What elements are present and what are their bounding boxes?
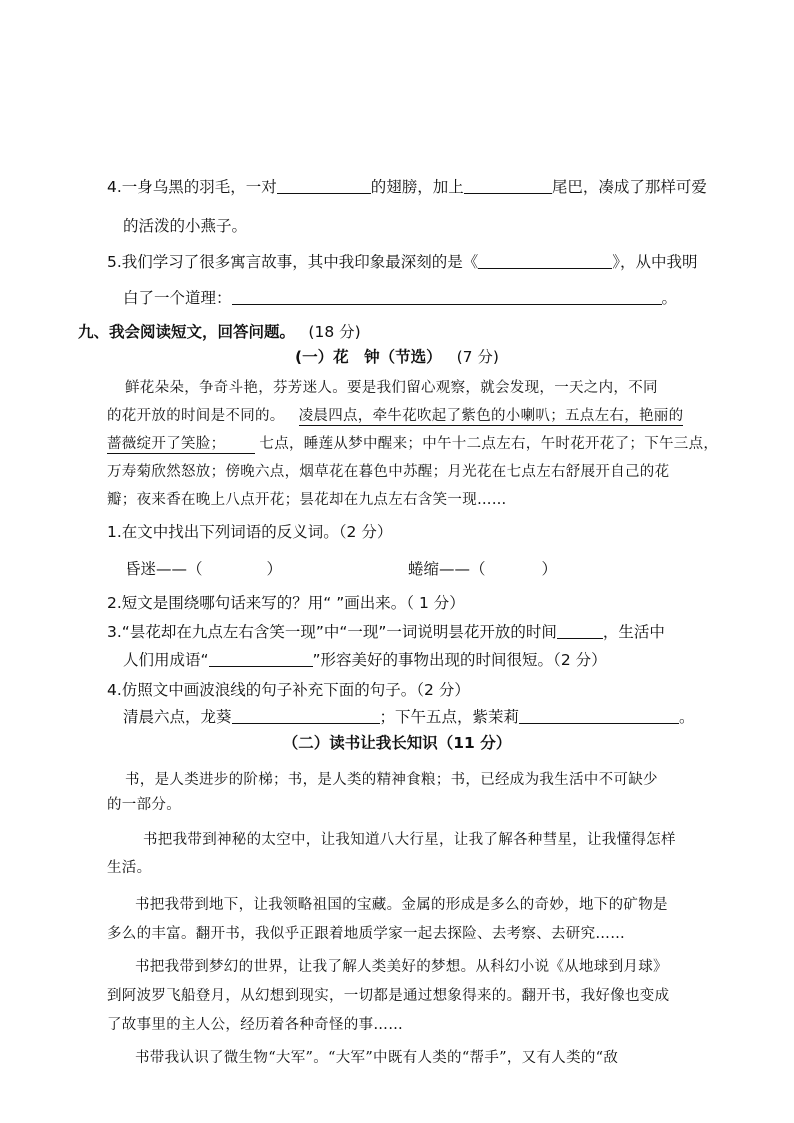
part-1-question-3-line-2 <box>123 650 607 670</box>
antonym-2-word: 蜷缩——（ <box>408 560 486 578</box>
antonym-1-close: ） <box>266 560 283 578</box>
q5-blank-2[interactable] <box>232 289 662 305</box>
part-1-question-3 <box>107 622 665 642</box>
part2-p2-line-2: 生活。 <box>107 860 152 876</box>
q4b-line2c: 。 <box>679 708 695 726</box>
wavy-underlined-sentence-part-2: 蔷薇绽开了笑脸； <box>107 436 255 454</box>
section-9-heading <box>78 322 361 342</box>
q4-suffix: 尾巴，凑成了那样可爱 <box>551 178 707 196</box>
part2-p4-line-3: 了故事里的主人公，经历着各种奇怪的事…… <box>107 1017 403 1033</box>
passage-line-2a: 的花开放的时间是不同的。 <box>107 408 285 424</box>
passage-line-4: 万寿菊欣然怒放；傍晚六点，烟草花在暮色中苏醒；月光花在七点左右舒展开自己的花 <box>107 464 670 480</box>
part2-p1-line-1: 书，是人类进步的阶梯；书，是人类的精神食粮；书，已经成为我生活中不可缺少 <box>125 772 658 788</box>
q3-blank-1[interactable] <box>557 623 603 639</box>
part-1-question-2: 2.短文是围绕哪句话来写的？用“ ”画出来。（ 1 分） <box>107 594 465 612</box>
fill-question-4 <box>107 177 707 197</box>
fill-question-5 <box>107 252 698 272</box>
q4b-line2b: ；下午五点，紫茉莉 <box>379 708 520 726</box>
passage-line-5: 瓣；夜来香在晚上八点开花；昙花却在九点左右含笑一现…… <box>107 492 507 508</box>
part2-p1-line-2: 的一部分。 <box>107 797 181 813</box>
wavy-underlined-sentence-part-1: 凌晨四点，牵牛花吹起了紫色的小喇叭；五点左右，艳丽的 <box>298 408 684 424</box>
passage-line-3b: 七点，睡莲从梦中醒来；中午十二点左右，午时花开花了；下午三点， <box>259 436 719 452</box>
part-1-title: (一）花 钟（节选） <box>295 348 442 366</box>
q4-prefix: 4.一身乌黑的羽毛，一对 <box>107 178 277 196</box>
q4b-blank-1[interactable] <box>232 708 380 724</box>
q5-line-2 <box>123 288 677 308</box>
passage-line-3 <box>107 434 718 454</box>
q3-line1b: ，生活中 <box>602 623 665 641</box>
part2-p3-line-1: 书把我带到地下，让我领略祖国的宝藏。金属的形成是多么的奇妙，地下的矿物是 <box>135 897 668 913</box>
antonym-2-close: ） <box>541 560 558 578</box>
antonym-1-word: 昏迷——（ <box>125 560 203 578</box>
part2-p4-line-2: 到阿波罗飞船登月，从幻想到现实，一切都是通过想象得来的。翻开书，我好像也变成 <box>107 988 670 1004</box>
q4b-blank-2[interactable] <box>519 708 679 724</box>
q5-prefix: 5.我们学习了很多寓言故事，其中我印象最深刻的是《 <box>107 253 479 271</box>
part-1-question-4-line-2 <box>123 707 695 727</box>
passage-line-2 <box>107 406 683 426</box>
q5-line2-suffix: 。 <box>661 289 678 307</box>
q3-line2b: ”形容美好的事物出现的时间很短。（2 分） <box>312 651 607 669</box>
antonym-item-1 <box>125 559 282 579</box>
q4-blank-2[interactable] <box>464 178 552 194</box>
part-2-title: （二）读书让我长知识（11 分） <box>282 734 512 752</box>
section-9-title: 九、我会阅读短文，回答问题。 <box>78 323 296 341</box>
q3-line1a: 3.“昙花却在九点左右含笑一现”中“一现”一词说明昙花开放的时间 <box>107 623 557 641</box>
q3-blank-2[interactable] <box>209 651 313 667</box>
q4-blank-1[interactable] <box>277 178 371 194</box>
q5-line2-prefix: 白了一个道理： <box>123 289 232 307</box>
section-9-score: (18 分) <box>308 323 361 341</box>
q5-blank-1[interactable] <box>478 253 612 269</box>
q5-suffix: 》，从中我明 <box>612 253 698 271</box>
part-1-question-4: 4.仿照文中画波浪线的句子补充下面的句子。（2 分） <box>107 681 470 699</box>
part2-p3-line-2: 多么的丰富。翻开书，我似乎正跟着地质学家一起去探险、去考察、去研究…… <box>107 926 625 942</box>
part2-p4-line-1: 书把我带到梦幻的世界，让我了解人类美好的梦想。从科幻小说《从地球到月球》 <box>135 959 668 975</box>
passage-line-1: 鲜花朵朵，争奇斗艳，芬芳迷人。要是我们留心观察，就会发现，一天之内，不同 <box>125 380 658 396</box>
q4-mid: 的翅膀，加上 <box>370 178 464 196</box>
part2-p2-line-1: 书把我带到神秘的太空中，让我知道八大行星，让我了解各种彗星，让我懂得怎样 <box>143 832 676 848</box>
part-1-title-line <box>0 347 794 367</box>
q4b-line2a: 清晨六点，龙葵 <box>123 708 232 726</box>
q4-line-2: 的活泼的小燕子。 <box>123 217 248 235</box>
q3-line2a: 人们用成语“ <box>123 651 209 669</box>
part2-p5-line-1: 书带我认识了微生物“大军”。“大军”中既有人类的“帮手”，又有人类的“敌 <box>135 1050 619 1066</box>
part-1-score: (7 分) <box>456 348 499 366</box>
antonym-item-2 <box>408 559 557 579</box>
part-1-question-1: 1.在文中找出下列词语的反义词。（2 分） <box>107 523 393 541</box>
